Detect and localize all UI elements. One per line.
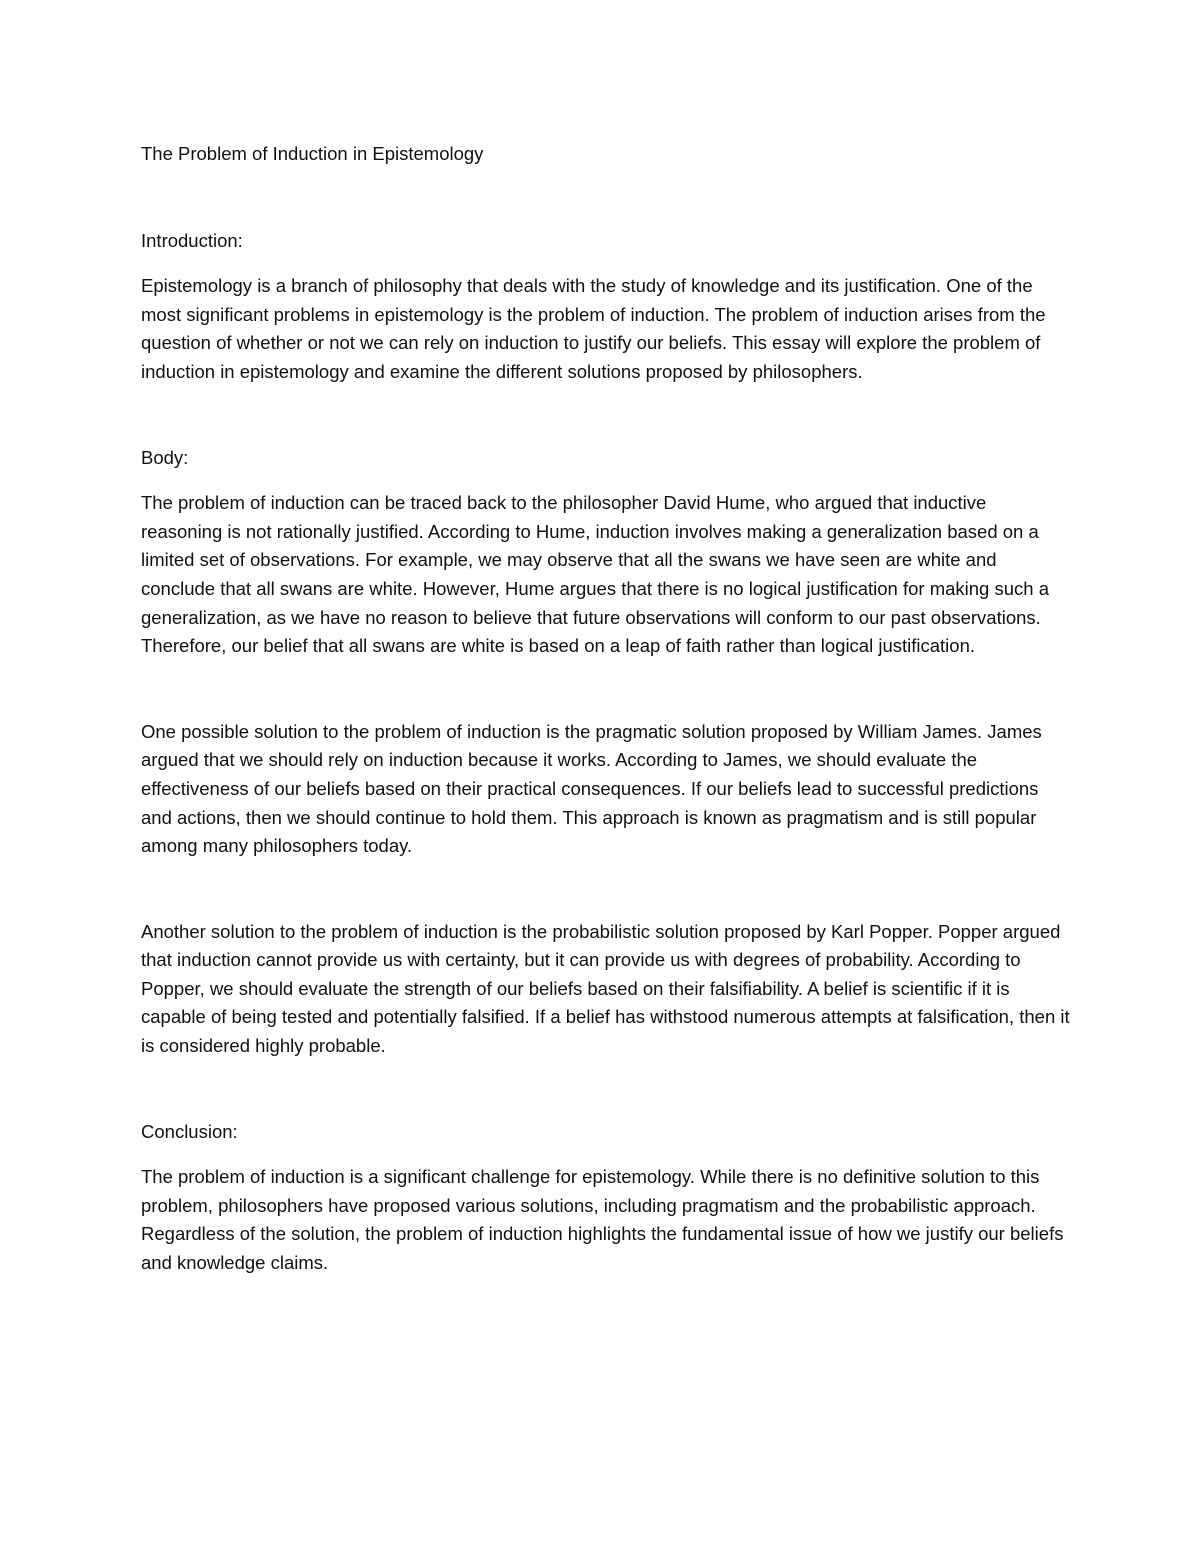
conclusion-heading: Conclusion: bbox=[141, 1120, 238, 1142]
introduction-heading: Introduction: bbox=[141, 229, 243, 251]
body-paragraph-hume: The problem of induction can be traced back to the philosopher David Hume, who argued that inductive reasoning is not rationally justified. According to Hume, induction involves making a generalization based on a limited set of observations. For example, we may observe that all the swans we have seen are white and conclude that all swans are white. However, Hume argues that there is no logical justification for making such a generalization, as we have no reason to believe that future observations will conform to our past observations. Therefore, our belief that all swans are white is based on a leap of faith rather than logical justification. bbox=[141, 492, 1049, 657]
body-heading: Body: bbox=[141, 446, 189, 468]
conclusion-paragraph: The problem of induction is a significant challenge for epistemology. While there is no definitive solution to this problem, philosophers have proposed various solutions, including pragmatism and the probabilistic approach. Regardless of the solution, the problem of induction highlights the fundamental issue of how we justify our beliefs and knowledge claims. bbox=[141, 1166, 1064, 1274]
body-paragraph-popper: Another solution to the problem of induction is the probabilistic solution proposed by Karl Popper. Popper argued that induction cannot provide us with certainty, but it can provide us with degrees of probability. According to Popper, we should evaluate the strength of our beliefs based on their falsifiability. A belief is scientific if it is capable of being tested and potentially falsified. If a belief has withstood numerous attempts at falsification, then it is considered highly probable. bbox=[141, 920, 1070, 1057]
introduction-paragraph: Epistemology is a branch of philosophy that deals with the study of knowledge and its justification. One of the most significant problems in epistemology is the problem of induction. The problem of induction arises from the question of whether or not we can rely on induction to justify our beliefs. This essay will explore the problem of induction in epistemology and examine the different solutions proposed by philosophers. bbox=[141, 275, 1046, 382]
document-title: The Problem of Induction in Epistemology bbox=[141, 143, 484, 164]
document-page bbox=[141, 140, 1071, 1278]
body-paragraph-james: One possible solution to the problem of induction is the pragmatic solution proposed by William James. James argued that we should rely on induction because it works. According to James, we should evaluate the effectiveness of our beliefs based on their practical consequences. If our beliefs lead to successful predictions and actions, then we should continue to hold them. This approach is known as pragmatism and is still popular among many philosophers today. bbox=[141, 720, 1042, 857]
